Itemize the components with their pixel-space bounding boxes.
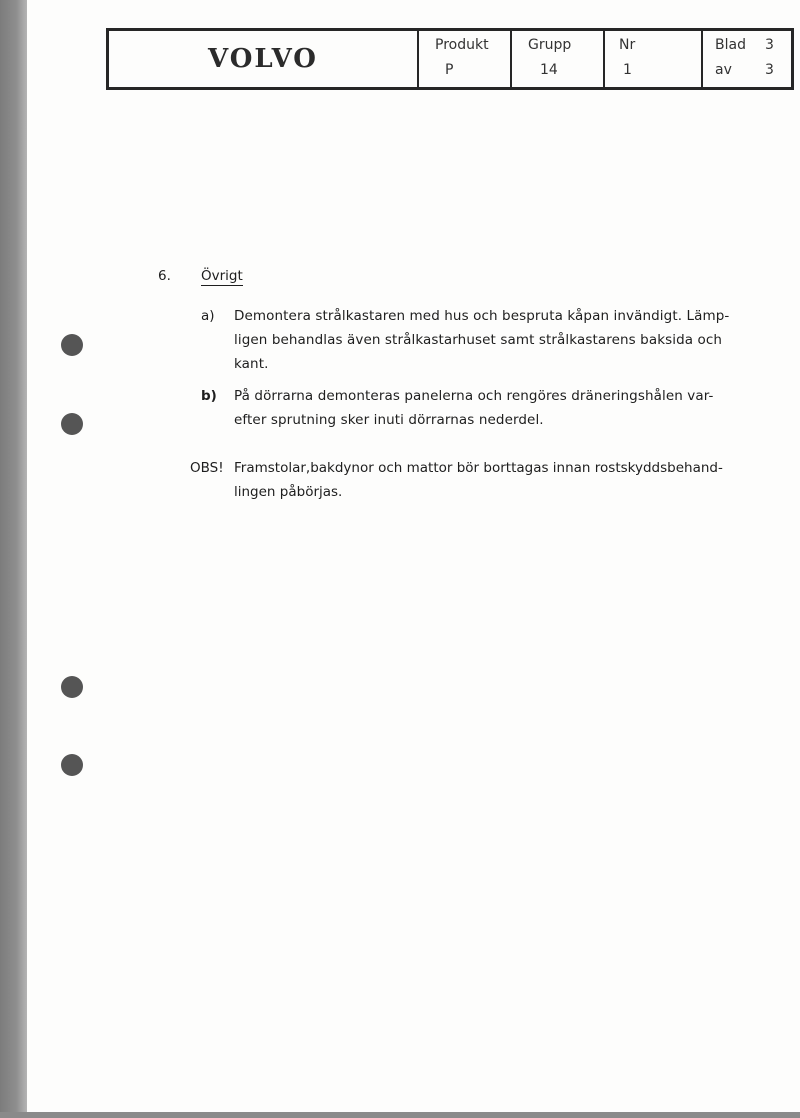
item-a-text	[234, 304, 730, 376]
blad-label: Blad	[715, 37, 746, 53]
nr-cell	[605, 31, 703, 87]
scan-bottom-edge	[0, 1112, 800, 1118]
punch-hole	[61, 754, 83, 776]
item-a-line: kant.	[234, 356, 269, 372]
item-b-text	[234, 384, 720, 432]
item-a-line: Demontera strålkastaren med hus och bespruta kåpan invändigt. Lämp-	[234, 308, 730, 324]
grupp-value: 14	[540, 62, 558, 78]
section-title	[201, 264, 243, 288]
blad-cell	[703, 31, 791, 87]
nr-value: 1	[623, 62, 632, 78]
obs-text	[234, 456, 723, 504]
produkt-label: Produkt	[435, 37, 489, 53]
blad-value: 3	[765, 37, 774, 53]
produkt-value: P	[445, 62, 454, 78]
item-a-label: a)	[201, 308, 215, 324]
document-header	[106, 28, 794, 90]
obs-line: lingen påbörjas.	[234, 484, 343, 500]
grupp-cell	[512, 31, 605, 87]
punch-hole	[61, 334, 83, 356]
av-value: 3	[765, 62, 774, 78]
av-label: av	[715, 62, 732, 78]
nr-label: Nr	[619, 37, 636, 53]
item-b-label: b)	[201, 388, 217, 404]
section-number: 6.	[158, 268, 171, 284]
punch-hole	[61, 676, 83, 698]
produkt-cell	[419, 31, 512, 87]
item-a-line: ligen behandlas även strålkastarhuset samt strålkastarens baksida och	[234, 332, 723, 348]
item-b-line: På dörrarna demonteras panelerna och rengöres dräneringshålen var-	[234, 388, 714, 404]
document-page	[27, 0, 800, 1112]
volvo-logo: VOLVO	[208, 44, 318, 74]
obs-label: OBS!	[190, 460, 224, 476]
scan-left-edge	[0, 0, 27, 1118]
obs-line: Framstolar,bakdynor och mattor bör borttagas innan rostskyddsbehand-	[234, 460, 723, 476]
logo-cell	[109, 31, 419, 87]
section-title-text: Övrigt	[201, 268, 243, 284]
grupp-label: Grupp	[528, 37, 572, 53]
punch-hole	[61, 413, 83, 435]
item-b-line: efter sprutning sker inuti dörrarnas nederdel.	[234, 412, 544, 428]
